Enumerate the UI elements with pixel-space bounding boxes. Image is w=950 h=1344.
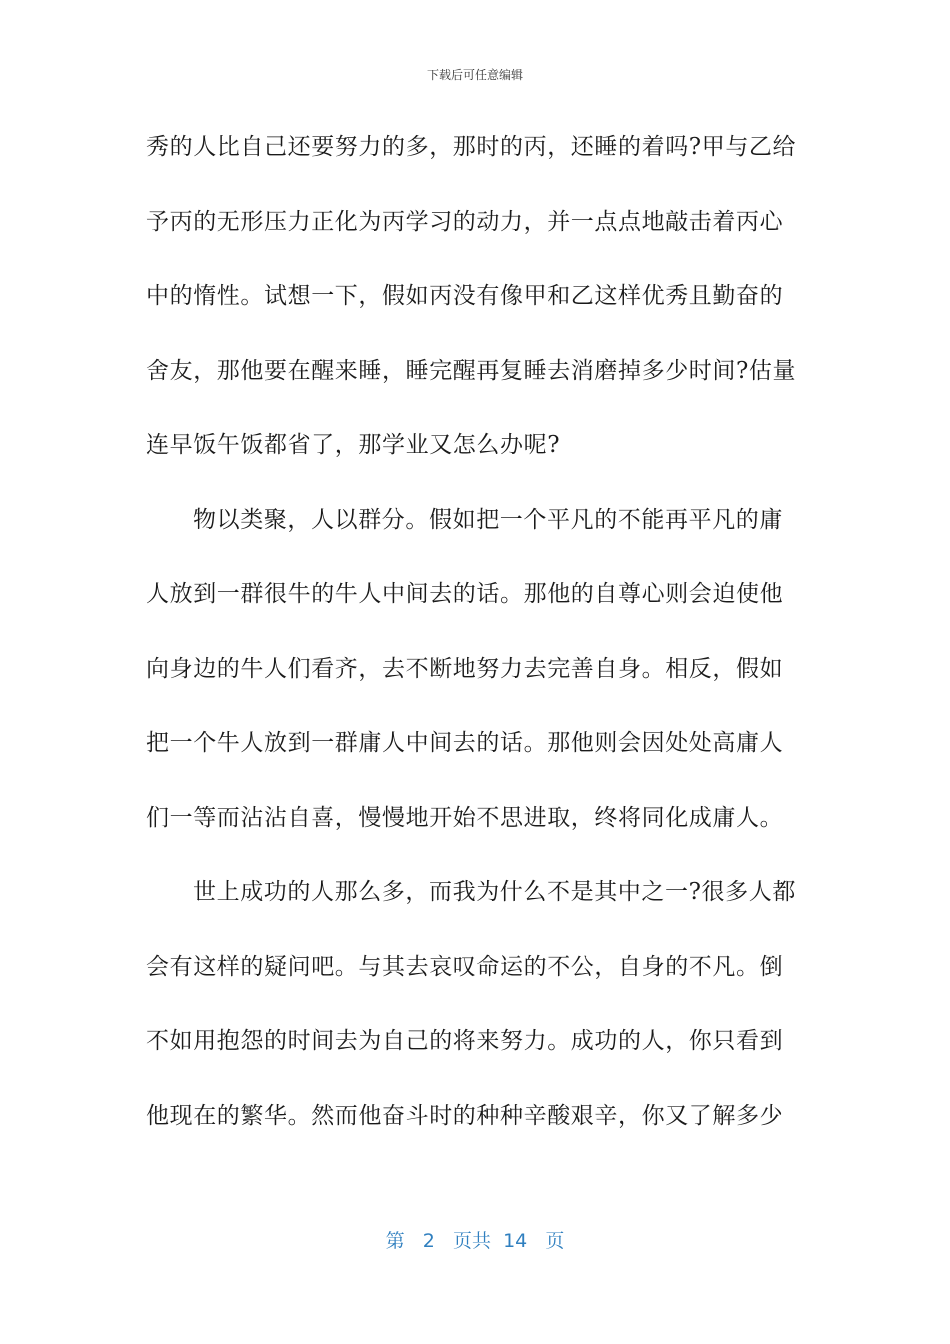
page-header: 下载后可任意编辑: [426, 68, 523, 82]
text-line: 中的惰性。试想一下，假如丙没有像甲和乙这样优秀且勤奋的: [146, 283, 784, 309]
text-line: 们一等而沾沾自喜，慢慢地开始不思进取，终将同化成庸人。: [146, 804, 784, 831]
text-line: 人放到一群很牛的牛人中间去的话。那他的自尊心则会迫使他: [146, 581, 784, 607]
paragraph-start-line: 世上成功的人那么多，而我为什么不是其中之一?很多人都: [193, 879, 796, 905]
document-body: [146, 120, 806, 1163]
text-line: 他现在的繁华。然而他奋斗时的种种辛酸艰辛，你又了解多少: [146, 1102, 784, 1129]
text-line: 秀的人比自己还要努力的多，那时的丙，还睡的着吗?甲与乙给: [146, 134, 797, 160]
text-line: 舍友，那他要在醒来睡，睡完醒再复睡去消磨掉多少时间?估量: [146, 357, 797, 384]
total-pages: 14: [503, 1230, 528, 1252]
paragraph-start-line: 物以类聚，人以群分。假如把一个平凡的不能再平凡的庸: [193, 506, 783, 533]
page-footer: [0, 1226, 950, 1253]
page-number: 2: [422, 1230, 435, 1252]
footer-middle: 页共: [452, 1230, 491, 1252]
text-line: 把一个牛人放到一群庸人中间去的话。那他则会因处处高庸人: [146, 730, 784, 756]
footer-prefix: 第: [385, 1230, 405, 1252]
text-line: 不如用抱怨的时间去为自己的将来努力。成功的人，你只看到: [146, 1028, 784, 1054]
text-line: 会有这样的疑问吧。与其去哀叹命运的不公，自身的不凡。倒: [146, 953, 784, 980]
text-line: 连早饭午饭都省了，那学业又怎么办呢?: [146, 432, 561, 458]
footer-suffix: 页: [545, 1230, 565, 1252]
text-line: 向身边的牛人们看齐，去不断地努力去完善自身。相反，假如: [146, 655, 784, 682]
text-line: 予丙的无形压力正化为丙学习的动力，并一点点地敲击着丙心: [146, 208, 784, 235]
